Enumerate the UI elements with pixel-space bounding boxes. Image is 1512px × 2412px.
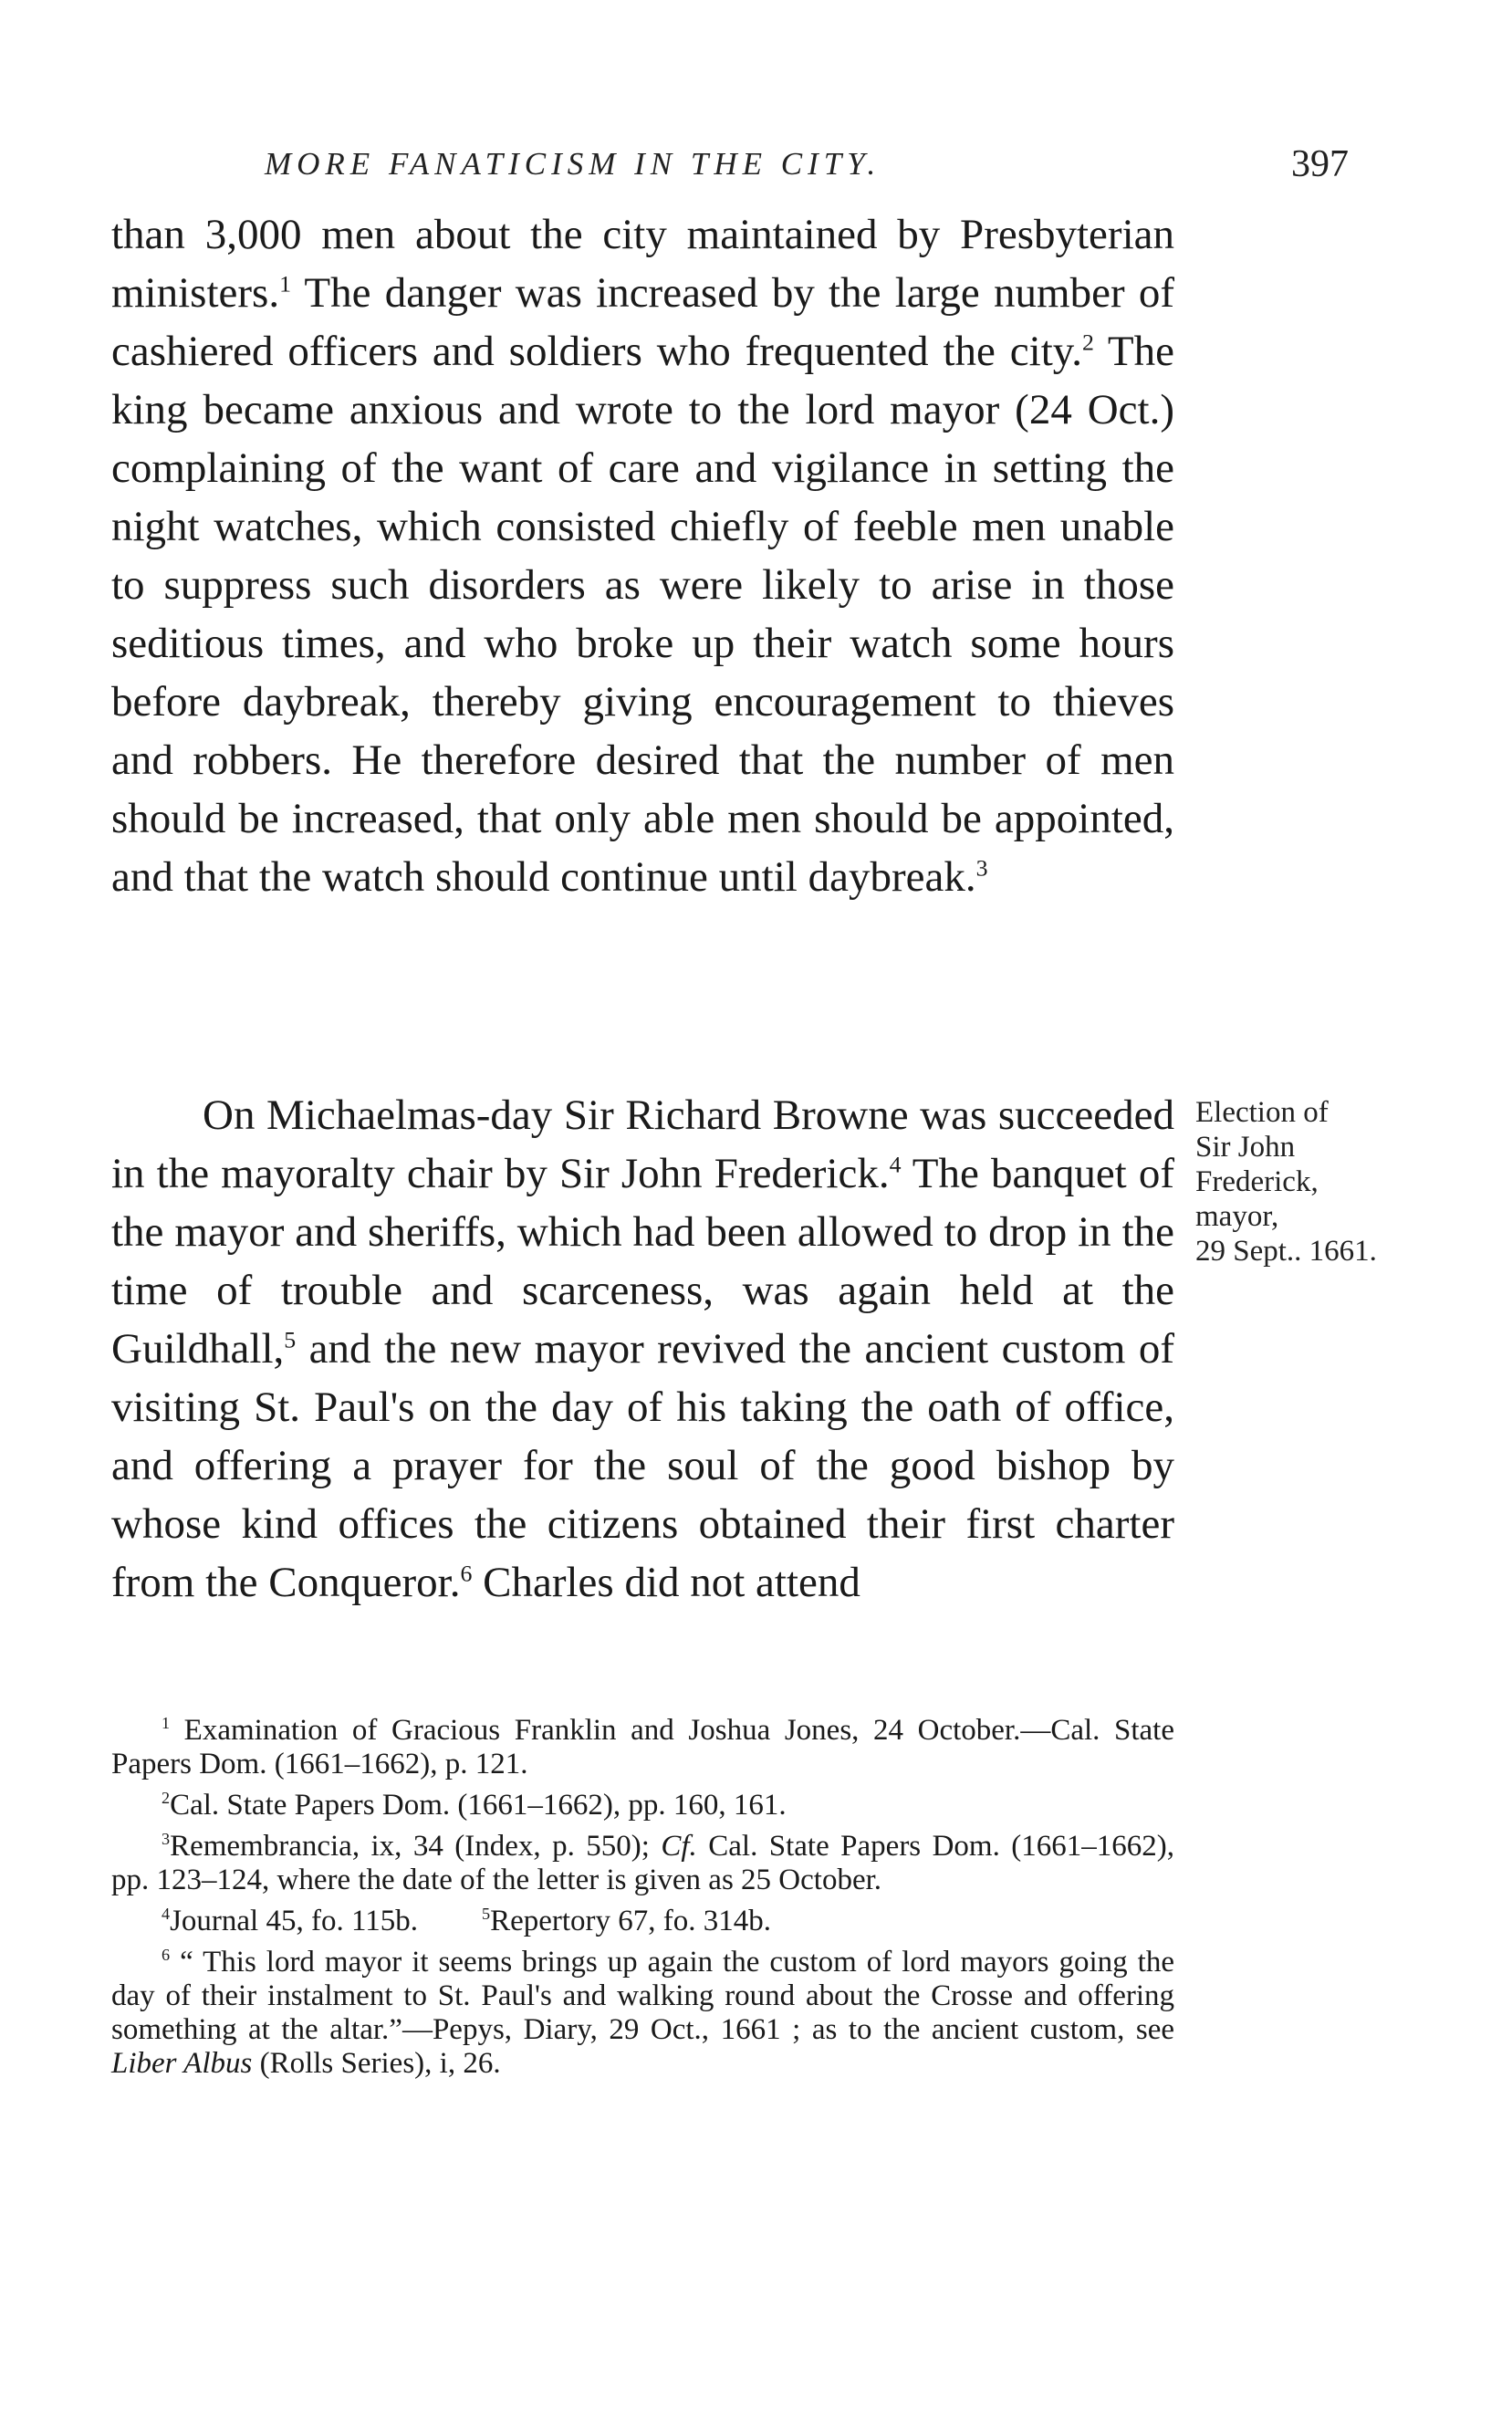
margin-note-line: Frederick, bbox=[1195, 1165, 1319, 1198]
footnote-mark: 1 bbox=[162, 1714, 171, 1732]
margin-note-line: mayor, bbox=[1195, 1200, 1279, 1233]
paragraph-2 bbox=[111, 1086, 1174, 1612]
footnote-ref: 4 bbox=[889, 1151, 902, 1178]
footnotes bbox=[111, 1714, 1174, 2088]
margin-note-line: 29 Sept.. 1661. bbox=[1195, 1235, 1377, 1268]
footnote-6 bbox=[111, 1946, 1174, 2081]
footnote-text: Journal 45, fo. 115b. bbox=[170, 1905, 418, 1937]
paragraph-text: and the new mayor revived the ancient custom of visiting St. Paul's on the day of his taking the oath of office, and offering a prayer for the soul of the good bishop by whose kind offices the citizens obtained their first charter from the Conqueror. bbox=[111, 1325, 1174, 1606]
footnote-text: Remembrancia, ix, 34 (Index, p. 550); bbox=[170, 1830, 662, 1863]
margin-note-line: Election of bbox=[1195, 1096, 1329, 1129]
footnote-4-5 bbox=[111, 1905, 1174, 1938]
footnote-mark: 2 bbox=[162, 1789, 171, 1807]
footnote-ref: 1 bbox=[279, 270, 291, 298]
footnote-mark: 6 bbox=[162, 1946, 171, 1964]
paragraph-1 bbox=[111, 205, 1174, 906]
footnote-italic: Cf. bbox=[661, 1830, 697, 1863]
running-head: MORE FANATICISM IN THE CITY. bbox=[265, 146, 881, 182]
footnote-italic: Liber Albus bbox=[111, 2047, 253, 2080]
footnote-ref: 6 bbox=[460, 1560, 473, 1587]
footnote-text: “ This lord mayor it seems brings up again the custom of lord mayors going the day of their instalment to St. Paul's and walking round about the Crosse and offering something at the altar.”—Pepys, Diary, 29 Oct., 1661 ; as to the ancient custom, see bbox=[111, 1946, 1174, 2046]
paragraph-text: On Michaelmas-day Sir Richard Browne was succeeded in the mayoralty chair by Sir John Frederick. bbox=[111, 1091, 1174, 1197]
footnote-text: (Rolls Series), i, 26. bbox=[252, 2047, 501, 2080]
margin-note-line: Sir John bbox=[1195, 1131, 1296, 1164]
footnote-ref: 2 bbox=[1081, 329, 1094, 356]
page-number: 397 bbox=[1291, 143, 1349, 185]
footnote-mark: 5 bbox=[482, 1905, 491, 1923]
paragraph-text: than 3,000 men about the city maintained by Presbyterian ministers. bbox=[111, 211, 1174, 317]
footnote-ref: 5 bbox=[284, 1326, 297, 1353]
footnote-text: Cal. State Papers Dom. (1661–1662), pp. 123–124, where the date of the letter is given as 25 October. bbox=[111, 1830, 1174, 1896]
paragraph-text: The banquet of the mayor and sheriffs, which had been allowed to drop in the time of trouble and scarceness, was again held at the Guildhall, bbox=[111, 1150, 1174, 1373]
paragraph-text: Charles did not attend bbox=[472, 1559, 860, 1606]
footnote-mark: 3 bbox=[162, 1830, 171, 1848]
footnote-2 bbox=[111, 1789, 1174, 1822]
footnote-1 bbox=[111, 1714, 1174, 1781]
footnote-text: Cal. State Papers Dom. (1661–1662), pp. 160, 161. bbox=[170, 1789, 787, 1822]
footnote-mark: 4 bbox=[162, 1905, 171, 1923]
paragraph-text: The danger was increased by the large number of cashiered officers and soldiers who frequented the city. bbox=[111, 269, 1174, 375]
footnote-3 bbox=[111, 1830, 1174, 1897]
paragraph-text: The king became anxious and wrote to the lord mayor (24 Oct.) complaining of the want of care and vigilance in setting the night watches, which consisted chiefly of feeble men unable to suppress such disorders as were likely to arise in those seditious times, and who broke up their watch some hours before daybreak, thereby giving encouragement to thieves and robbers. He therefore desired that the number of men should be increased, that only able men should be appointed, and that the watch should continue until daybreak. bbox=[111, 328, 1174, 901]
footnote-text: Repertory 67, fo. 314b. bbox=[490, 1905, 772, 1937]
footnote-ref: 3 bbox=[975, 854, 988, 882]
margin-note bbox=[1195, 1095, 1512, 1269]
footnote-text: Examination of Gracious Franklin and Joshua Jones, 24 October.—Cal. State Papers Dom. (1661–1662), p. 121. bbox=[111, 1714, 1174, 1780]
